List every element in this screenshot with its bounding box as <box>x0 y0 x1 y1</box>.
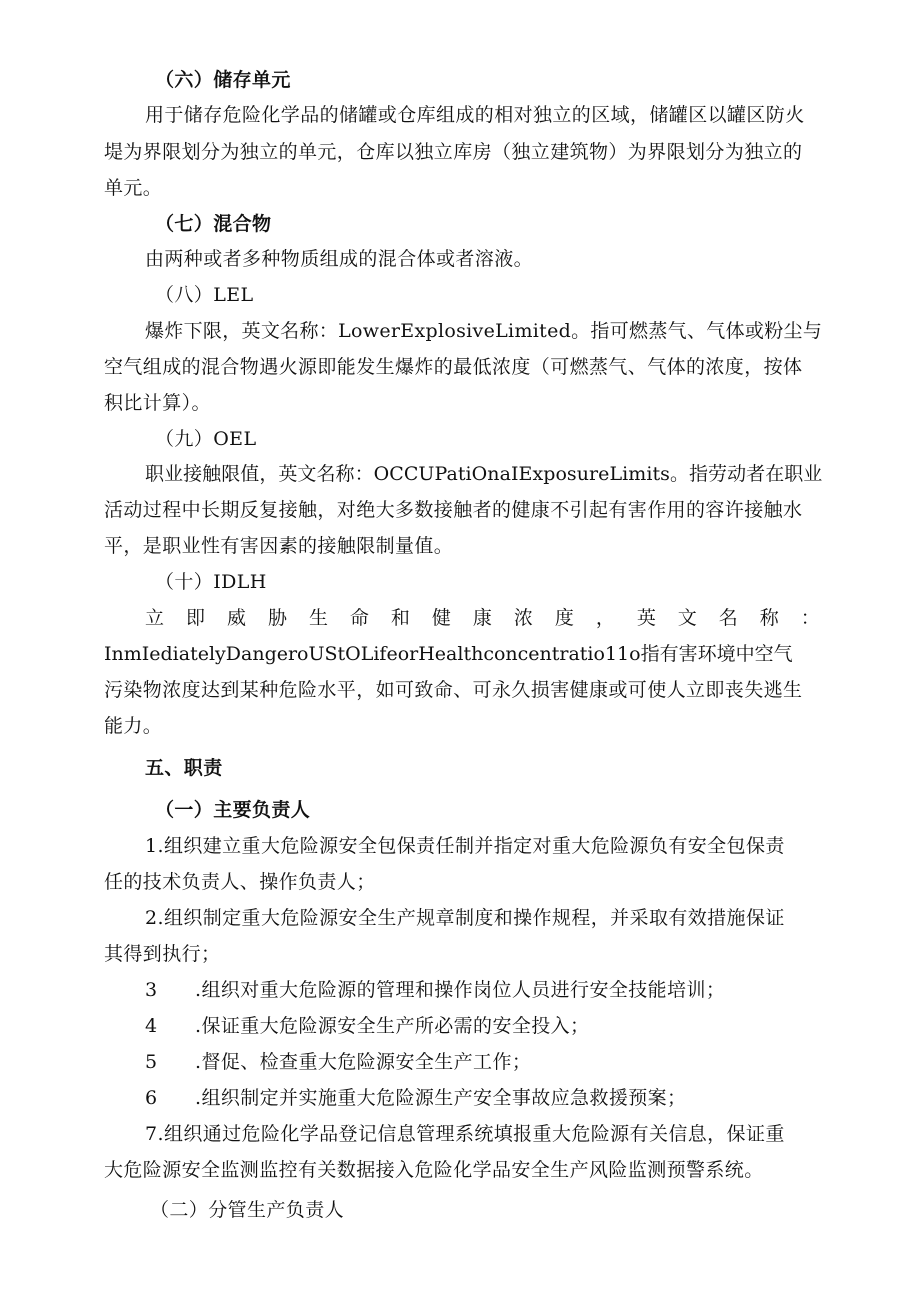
paragraph-line: 能力。 <box>104 715 163 737</box>
justified-line <box>145 606 820 630</box>
list-item <box>145 1050 531 1074</box>
justified-char: 即 <box>185 607 205 629</box>
justified-char: 名 <box>718 607 738 629</box>
list-item-text: .组织制定重大危险源安全生产规章制度和操作规程，并采取有效措施保证 <box>157 907 785 929</box>
list-item-number: 6 <box>145 1087 158 1109</box>
justified-char: 英 <box>636 607 656 629</box>
justified-char: 胁 <box>267 607 287 629</box>
justified-char: ， <box>595 607 615 629</box>
list-item-text: .组织制定并实施重大危险源生产安全事故应急救援预案； <box>195 1087 687 1109</box>
section-heading-idlh: （十）IDLH <box>155 571 267 593</box>
list-item <box>145 1014 589 1038</box>
justified-char: 称 <box>759 607 779 629</box>
paragraph-line: 职业接触限值，英文名称：OCCUPatiOnaIExposureLimits。指劳动者在职业 <box>145 463 823 485</box>
section-heading-oel: （九）OEL <box>155 428 257 450</box>
justified-char: 威 <box>226 607 246 629</box>
list-item <box>145 978 725 1002</box>
paragraph-line: 堤为界限划分为独立的单元，仓库以独立库房（独立建筑物）为界限划分为独立的 <box>104 141 803 163</box>
paragraph-line: 空气组成的混合物遇火源即能发生爆炸的最低浓度（可燃蒸气、气体的浓度，按体 <box>104 356 803 378</box>
list-item-number: 7 <box>145 1123 158 1145</box>
subsection-heading-production-manager: （二）分管生产负责人 <box>150 1199 345 1221</box>
paragraph-line: 积比计算）。 <box>104 392 211 414</box>
list-item <box>145 1122 785 1146</box>
justified-char: 和 <box>390 607 410 629</box>
list-item-continuation: 其得到执行； <box>104 943 221 965</box>
list-item-number: 2 <box>145 907 158 929</box>
paragraph-line: 污染物浓度达到某种危险水平，如可致命、可永久损害健康或可使人立即丧失逃生 <box>104 679 803 701</box>
list-item-text: .组织对重大危险源的管理和操作岗位人员进行安全技能培训； <box>195 979 726 1001</box>
paragraph-line: 平，是职业性有害因素的接触限制量值。 <box>104 535 454 557</box>
paragraph-line: 由两种或者多种物质组成的混合体或者溶液。 <box>145 248 534 270</box>
list-item-number: 3 <box>145 979 158 1001</box>
justified-char: 浓 <box>513 607 533 629</box>
justified-char: 文 <box>677 607 697 629</box>
paragraph-line: 爆炸下限，英文名称：LowerExplosiveLimited。指可燃蒸气、气体或粉尘与 <box>145 320 823 342</box>
section-heading-lel: （八）LEL <box>155 284 254 306</box>
list-item-continuation: 任的技术负责人、操作负责人； <box>104 871 376 893</box>
justified-char: ： <box>800 607 820 629</box>
justified-char: 健 <box>431 607 451 629</box>
justified-char: 康 <box>472 607 492 629</box>
section-heading-storage-unit: （六）储存单元 <box>155 69 291 91</box>
paragraph-line: InmIediatelyDangeroUStOLifeorHealthconcentratio11o指有害环境中空气 <box>104 643 793 665</box>
list-item <box>145 834 785 858</box>
list-item-text: .保证重大危险源安全生产所必需的安全投入； <box>195 1015 590 1037</box>
list-item-number: 5 <box>145 1051 158 1073</box>
chapter-heading-duties: 五、职责 <box>145 757 223 779</box>
paragraph-line: 用于储存危险化学品的储罐或仓库组成的相对独立的区域，储罐区以罐区防火 <box>145 104 805 126</box>
paragraph-line: 单元。 <box>104 177 163 199</box>
justified-char: 度 <box>554 607 574 629</box>
section-heading-mixture: （七）混合物 <box>155 213 272 235</box>
list-item-text: .组织通过危险化学品登记信息管理系统填报重大危险源有关信息，保证重 <box>157 1123 785 1145</box>
list-item-number: 1 <box>145 835 158 857</box>
list-item-number: 4 <box>145 1015 158 1037</box>
list-item-text: .督促、检查重大危险源安全生产工作； <box>195 1051 532 1073</box>
list-item-text: .组织建立重大危险源安全包保责任制并指定对重大危险源负有安全包保责 <box>157 835 785 857</box>
list-item <box>145 1086 686 1110</box>
subsection-heading-principal: （一）主要负责人 <box>155 799 311 821</box>
justified-char: 生 <box>308 607 328 629</box>
justified-char: 立 <box>145 607 165 629</box>
list-item-continuation: 大危险源安全监测监控有关数据接入危险化学品安全生产风险监测预警系统。 <box>104 1159 764 1181</box>
justified-char: 命 <box>349 607 369 629</box>
paragraph-line: 活动过程中长期反复接触，对绝大多数接触者的健康不引起有害作用的容许接触水 <box>104 499 803 521</box>
list-item <box>145 906 785 930</box>
